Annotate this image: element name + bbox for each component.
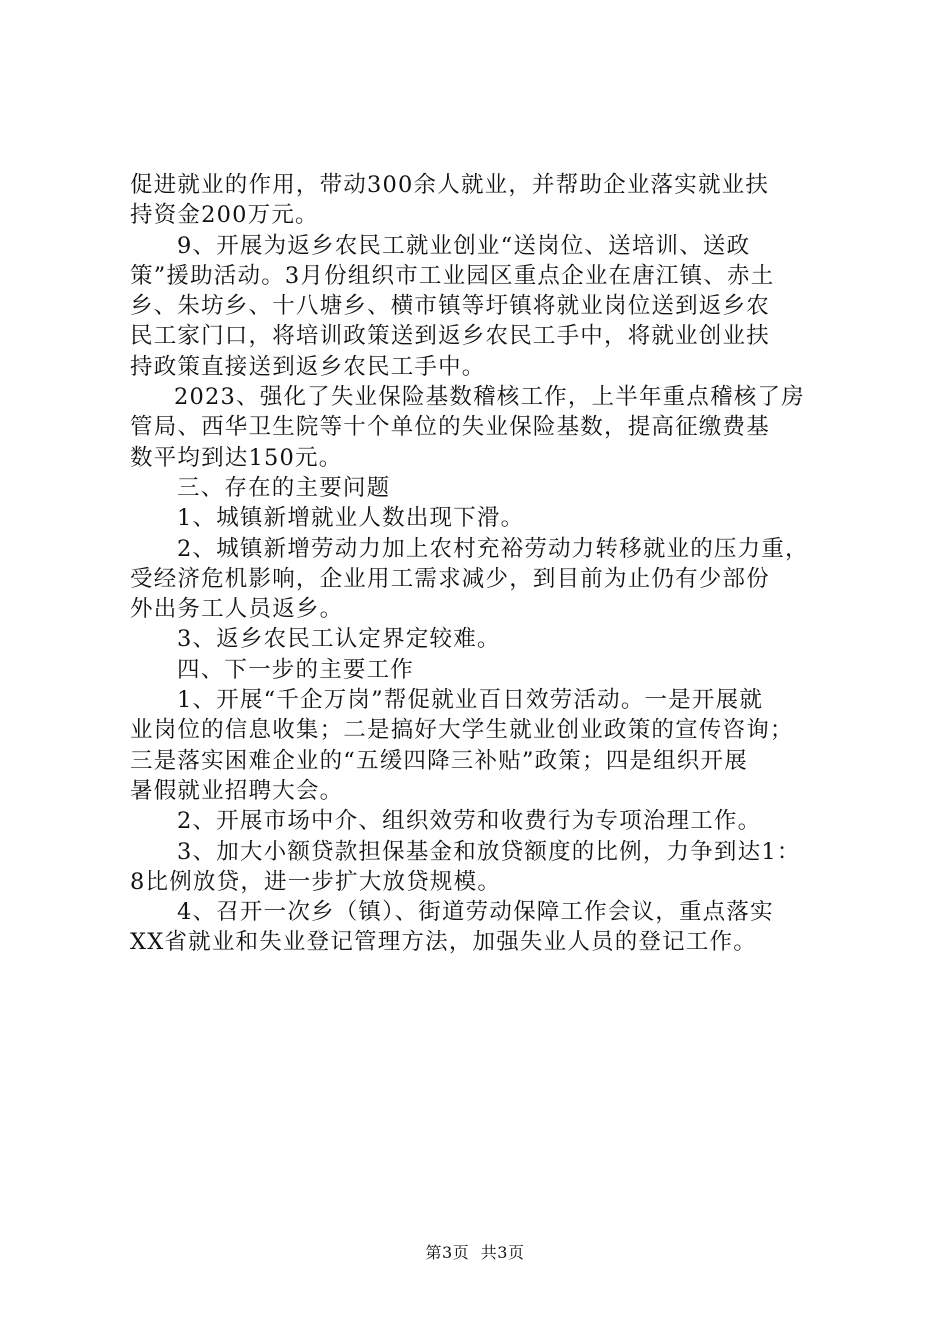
text-line: 2023、强化了失业保险基数稽核工作，上半年重点稽核了房: [174, 384, 805, 411]
text-line: 4、召开一次乡（镇）、街道劳动保障工作会议，重点落实: [177, 899, 774, 926]
text-line: 3、加大小额贷款担保基金和放贷额度的比例，力争到达1：: [177, 838, 801, 865]
text-line: 三是落实困难企业的“五缓四降三补贴”政策；四是组织开展: [130, 747, 748, 774]
text-line: 民工家门口，将培训政策送到返乡农民工手中，将就业创业扶: [130, 323, 770, 350]
text-line: 8比例放贷，进一步扩大放贷规模。: [130, 868, 502, 895]
document-body: [130, 170, 830, 958]
text-line: 1、开展“千企万岗”帮促就业百日效劳活动。一是开展就: [177, 687, 764, 714]
text-line: 乡、朱坊乡、十八塘乡、横市镇等圩镇将就业岗位送到返乡农: [130, 293, 770, 320]
page-number: 第3页: [425, 1243, 470, 1262]
text-line: 持资金200万元。: [130, 202, 319, 229]
section-heading: 三、存在的主要问题: [177, 474, 391, 501]
text-line: XX省就业和失业登记管理方法，加强失业人员的登记工作。: [130, 929, 757, 956]
text-line: 9、开展为返乡农民工就业创业“送岗位、送培训、送政: [177, 232, 751, 259]
section-heading: 四、下一步的主要工作: [177, 656, 415, 683]
text-line: 数平均到达150元。: [130, 444, 343, 471]
page-footer: [0, 1240, 950, 1263]
text-line: 暑假就业招聘大会。: [130, 777, 344, 804]
text-line: 3、返乡农民工认定界定较难。: [177, 626, 501, 653]
text-line: 业岗位的信息收集；二是搞好大学生就业创业政策的宣传咨询；: [130, 717, 794, 744]
text-line: 管局、西华卫生院等十个单位的失业保险基数，提高征缴费基: [130, 414, 770, 441]
text-line: 策”援助活动。3月份组织市工业园区重点企业在唐江镇、赤土: [130, 262, 775, 289]
text-line: 2、开展市场中介、组织效劳和收费行为专项治理工作。: [177, 808, 762, 835]
text-line: 2、城镇新增劳动力加上农村充裕劳动力转移就业的压力重，: [177, 535, 809, 562]
text-line: 1、城镇新增就业人数出现下滑。: [177, 505, 525, 532]
page-total: 共3页: [480, 1243, 525, 1262]
text-line: 受经济危机影响，企业用工需求减少，到目前为止仍有少部份: [130, 565, 770, 592]
text-line: 外出务工人员返乡。: [130, 596, 344, 623]
text-line: 促进就业的作用，带动300余人就业，并帮助企业落实就业扶: [130, 172, 770, 198]
text-line: 持政策直接送到返乡农民工手中。: [130, 353, 486, 380]
